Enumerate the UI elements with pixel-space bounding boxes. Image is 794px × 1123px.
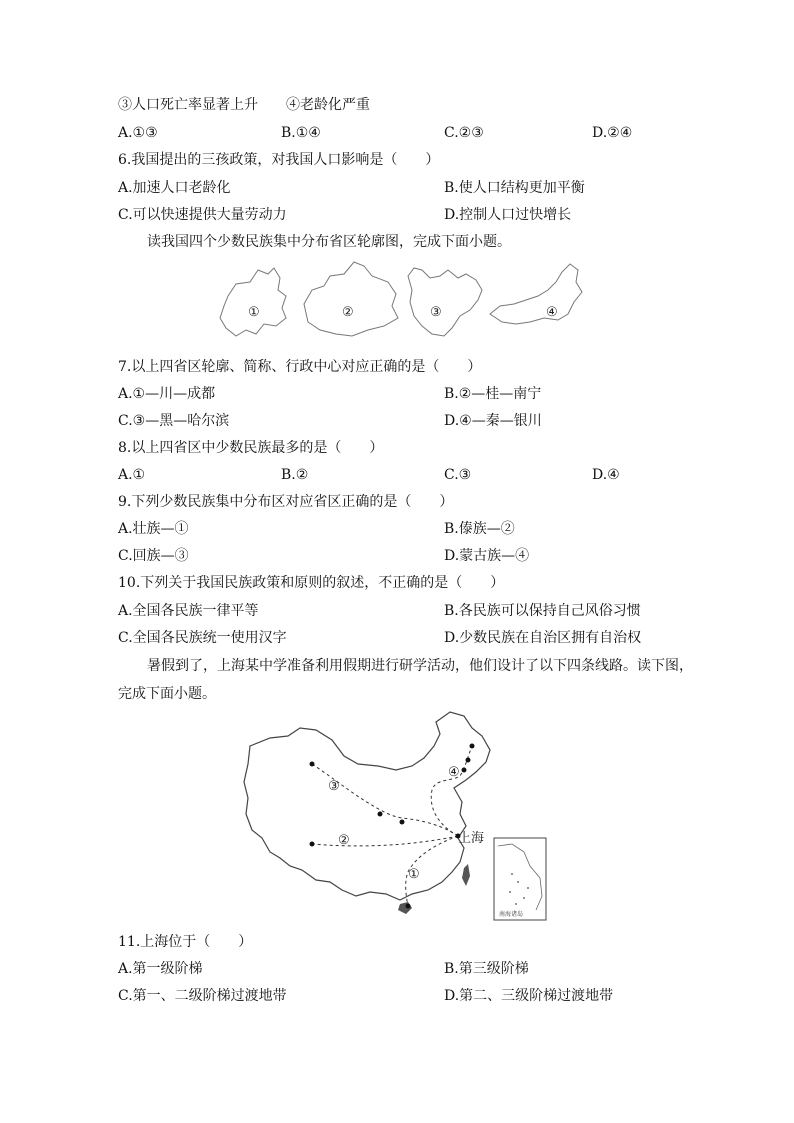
q9-stem: 9.下列少数民族集中分布区对应省区正确的是（ ） xyxy=(118,494,454,510)
province-outline-3 xyxy=(408,268,482,336)
outline-label-2: ② xyxy=(342,305,354,320)
q5-option-d: D.②④ xyxy=(592,125,633,141)
shanghai-label: 上海 xyxy=(458,831,485,846)
q7-option-c: C.③—黑—哈尔滨 xyxy=(118,413,230,429)
q8-option-d: D.④ xyxy=(592,467,620,483)
q5-option-a: A.①③ xyxy=(118,125,158,141)
q8-option-c: C.③ xyxy=(444,467,472,483)
q7-option-d: D.④—秦—银川 xyxy=(444,413,542,429)
q11-option-c: C.第一、二级阶梯过渡地带 xyxy=(118,988,287,1004)
q11-option-d: D.第二、三级阶梯过渡地带 xyxy=(444,988,614,1004)
q10-option-c: C.全国各民族统一使用汉字 xyxy=(118,630,287,646)
route-3-line xyxy=(312,764,458,836)
hainan-island xyxy=(398,902,412,914)
q5-item-3: ③人口死亡率显著上升 xyxy=(118,97,258,113)
province-outline-2 xyxy=(304,262,398,336)
q6-option-c: C.可以快速提供大量劳动力 xyxy=(118,207,287,223)
outline-label-3: ③ xyxy=(430,305,442,320)
q9-option-b: B.傣族—② xyxy=(444,521,515,537)
q5-option-c: C.②③ xyxy=(444,125,484,141)
q6-stem: 6.我国提出的三孩政策，对我国人口影响是（ ） xyxy=(118,152,440,168)
q7-option-b: B.②—桂—南宁 xyxy=(444,386,542,402)
china-outline xyxy=(244,712,490,900)
route-2-line xyxy=(312,836,458,846)
intro-routes-line1: 暑假到了，上海某中学准备利用假期进行研学活动，他们设计了以下四条线路。读下图， xyxy=(147,658,693,674)
q11-stem: 11.上海位于（ ） xyxy=(118,934,253,950)
intro-outlines: 读我国四个少数民族集中分布省区轮廓图，完成下面小题。 xyxy=(147,234,511,250)
q8-option-b: B.② xyxy=(281,467,309,483)
q10-option-d: D.少数民族在自治区拥有自治权 xyxy=(444,630,642,646)
q7-option-a: A.①—川—成都 xyxy=(118,386,216,402)
q6-option-b: B.使人口结构更加平衡 xyxy=(444,180,585,196)
route-label-2: ② xyxy=(338,833,350,848)
q5-option-b: B.①④ xyxy=(281,125,321,141)
outline-label-4: ④ xyxy=(546,305,558,320)
route-label-4: ④ xyxy=(448,765,460,780)
intro-routes-line2: 完成下面小题。 xyxy=(118,686,216,702)
inset-label: 南海诸岛 xyxy=(499,911,524,918)
q6-option-d: D.控制人口过快增长 xyxy=(444,207,572,223)
q9-option-c: C.回族—③ xyxy=(118,548,189,564)
q10-option-a: A.全国各民族一律平等 xyxy=(118,603,259,619)
route-label-1: ① xyxy=(408,867,420,882)
q8-option-a: A.① xyxy=(118,467,146,483)
q9-option-d: D.蒙古族—④ xyxy=(444,548,530,564)
q11-option-b: B.第三级阶梯 xyxy=(444,961,529,977)
province-outline-1 xyxy=(220,268,286,336)
province-outlines-figure xyxy=(208,256,588,346)
q8-stem: 8.以上四省区中少数民族最多的是（ ） xyxy=(118,440,384,456)
q7-stem: 7.以上四省区轮廓、简称、行政中心对应正确的是（ ） xyxy=(118,359,482,375)
route-label-3: ③ xyxy=(328,779,340,794)
q10-stem: 10.下列关于我国民族政策和原则的叙述，不正确的是（ ） xyxy=(118,575,505,591)
south-china-sea-inset xyxy=(494,838,546,920)
china-route-map xyxy=(240,706,560,926)
q11-option-a: A.第一级阶梯 xyxy=(118,961,203,977)
taiwan-island xyxy=(462,864,470,886)
q6-option-a: A.加速人口老龄化 xyxy=(118,180,231,196)
province-outline-4 xyxy=(490,264,582,324)
q10-option-b: B.各民族可以保持自己风俗习惯 xyxy=(444,603,641,619)
q5-item-4: ④老龄化严重 xyxy=(286,97,370,113)
q9-option-a: A.壮族—① xyxy=(118,521,189,537)
outline-label-1: ① xyxy=(248,305,260,320)
